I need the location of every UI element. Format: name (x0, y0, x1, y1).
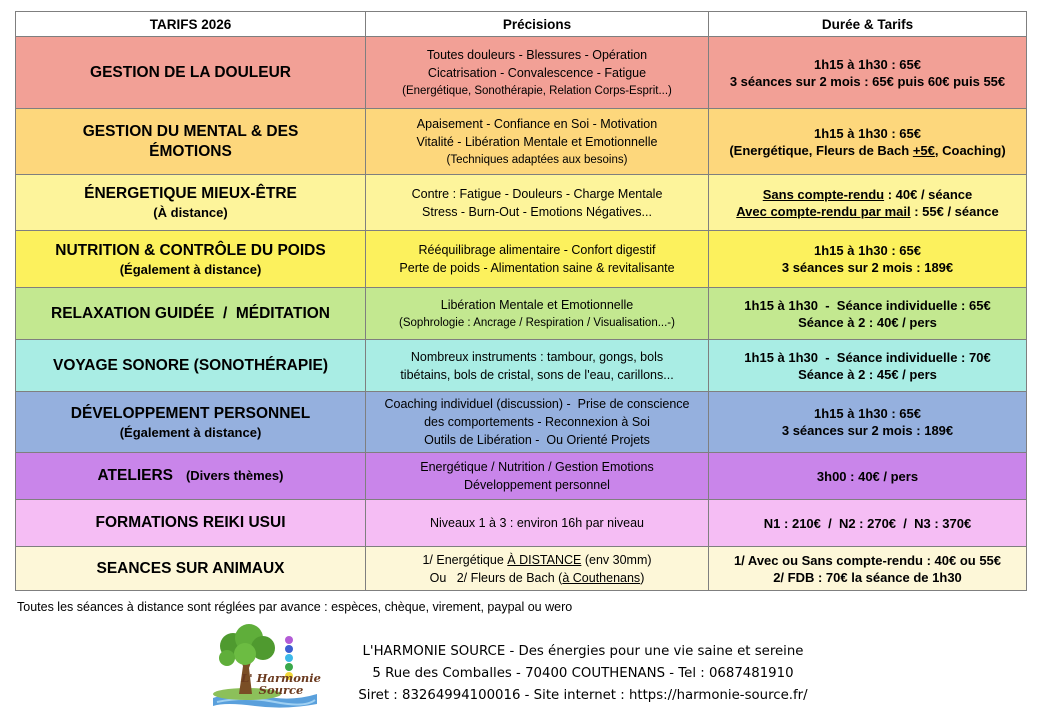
price-cell (709, 288, 1027, 340)
price-line (713, 186, 1022, 203)
details-cell (366, 547, 709, 591)
header-tarifs: TARIFS 2026 (16, 12, 366, 37)
price-line: 1h15 à 1h30 - Séance individuelle : 70€ (744, 349, 991, 365)
price-line (713, 203, 1022, 220)
detail-emphasis: à Couthenans (562, 570, 641, 585)
category-cell (16, 392, 366, 453)
detail-line: Niveaux 1 à 3 : environ 16h par niveau (429, 516, 645, 530)
header-precisions: Précisions (366, 12, 709, 37)
detail-line: Coaching individuel (discussion) - Prise de conscience (384, 397, 690, 411)
price-text: (Energétique, Fleurs de Bach (729, 142, 913, 158)
table-header-row (16, 12, 1027, 37)
detail-text: 1/ Energétique (422, 552, 508, 567)
category-subtitle: (Également à distance) (119, 261, 262, 277)
price-line: 1h15 à 1h30 : 65€ (814, 406, 921, 421)
price-text: : 40€ / séance (884, 186, 973, 202)
price-line: N1 : 210€ / N2 : 270€ / N3 : 370€ (763, 515, 972, 531)
category-title: GESTION DE LA DOULEUR (90, 63, 291, 81)
detail-text: Ou 2/ Fleurs de Bach ( (429, 570, 563, 585)
detail-line: Vitalité - Libération Mentale et Emotionnelle (416, 134, 658, 149)
details-cell (366, 453, 709, 500)
category-title: RELAXATION GUIDÉE / MÉDITATION (51, 304, 330, 322)
price-cell (709, 500, 1027, 547)
price-line: 3 séances sur 2 mois : 65€ puis 60€ puis 55€ (729, 73, 1006, 89)
table-row (16, 453, 1027, 500)
details-cell (366, 288, 709, 340)
detail-line: (Sophrologie : Ancrage / Respiration / Visualisation...-) (399, 316, 675, 329)
detail-line: Apaisement - Confiance en Soi - Motivation (416, 116, 658, 131)
harmonie-source-logo (205, 624, 323, 712)
price-line: 3 séances sur 2 mois : 189€ (781, 260, 954, 275)
payment-note: Toutes les séances à distance sont réglées par avance : espèces, chèque, virement, paypal ou wero (17, 600, 573, 614)
details-cell (366, 340, 709, 392)
table-row (16, 547, 1027, 591)
header-duree-tarifs: Durée & Tarifs (709, 12, 1027, 37)
price-line: 3h00 : 40€ / pers (816, 468, 919, 484)
detail-line: Rééquilibrage alimentaire - Confort digestif (418, 243, 656, 257)
tarifs-table (15, 11, 1027, 591)
price-line: Séance à 2 : 45€ / pers (798, 366, 937, 382)
detail-line: (Energétique, Sonothérapie, Relation Corps-Esprit...) (402, 84, 672, 97)
table-row (16, 175, 1027, 231)
logo-line-2: Source (258, 683, 304, 697)
price-cell (709, 453, 1027, 500)
price-cell (709, 392, 1027, 453)
details-cell (366, 392, 709, 453)
category-subtitle: (Divers thèmes) (185, 468, 284, 483)
table-row (16, 231, 1027, 288)
details-cell (366, 500, 709, 547)
category-cell (16, 288, 366, 340)
price-line: 3 séances sur 2 mois : 189€ (781, 423, 954, 438)
price-line: 1h15 à 1h30 - Séance individuelle : 65€ (744, 297, 991, 313)
category-subtitle: (À distance) (153, 205, 228, 220)
category-title: ATELIERS (97, 467, 174, 484)
table-row (16, 288, 1027, 340)
price-line: 1h15 à 1h30 : 65€ (814, 125, 921, 141)
category-title: ÉMOTIONS (149, 142, 232, 160)
detail-line: Energétique / Nutrition / Gestion Emotions (420, 460, 654, 474)
category-subtitle: (Également à distance) (119, 424, 262, 440)
price-cell (709, 175, 1027, 231)
category-title: FORMATIONS REIKI USUI (95, 514, 286, 531)
table-row (16, 37, 1027, 109)
logo-text (239, 672, 323, 696)
details-cell (366, 109, 709, 175)
price-cell (709, 109, 1027, 175)
category-cell (16, 37, 366, 109)
detail-line: Libération Mentale et Emotionnelle (440, 297, 634, 312)
detail-line: Contre : Fatigue - Douleurs - Charge Mentale (411, 186, 663, 201)
category-cell (16, 453, 366, 500)
detail-line: Toutes douleurs - Blessures - Opération (426, 47, 648, 62)
price-option: Sans compte-rendu (762, 186, 885, 202)
detail-line: Nombreux instruments : tambour, gongs, bols (410, 349, 664, 364)
category-title: DÉVELOPPEMENT PERSONNEL (70, 404, 311, 422)
detail-line: Outils de Libération - Ou Orienté Projets (424, 433, 650, 447)
table-row (16, 340, 1027, 392)
price-cell (709, 340, 1027, 392)
details-cell (366, 231, 709, 288)
price-line (713, 142, 1022, 159)
category-cell (16, 231, 366, 288)
price-cell (709, 547, 1027, 591)
detail-emphasis: À DISTANCE (507, 552, 582, 567)
category-title: VOYAGE SONORE (SONOTHÉRAPIE) (52, 356, 329, 374)
detail-line: Cicatrisation - Convalescence - Fatigue (427, 65, 647, 80)
detail-text: ) (640, 570, 645, 585)
detail-text: (env 30mm) (581, 552, 652, 567)
price-text: : 55€ / séance (910, 203, 999, 219)
category-title: NUTRITION & CONTRÔLE DU POIDS (55, 241, 326, 259)
footer-siret-website: Siret : 83264994100016 - Site internet : https://harmonie-source.fr/ (358, 688, 808, 703)
price-line: 1h15 à 1h30 : 65€ (814, 56, 921, 72)
detail-line: Stress - Burn-Out - Emotions Négatives... (422, 204, 652, 219)
category-cell (16, 109, 366, 175)
details-cell (366, 37, 709, 109)
table-row (16, 500, 1027, 547)
price-line: Séance à 2 : 40€ / pers (798, 314, 937, 330)
table-row (16, 109, 1027, 175)
category-title: GESTION DU MENTAL & DES (82, 122, 299, 140)
details-cell (366, 175, 709, 231)
price-supplement: +5€ (912, 142, 935, 158)
footer (318, 641, 848, 707)
category-cell (16, 175, 366, 231)
detail-line: Perte de poids - Alimentation saine & revitalisante (399, 261, 675, 275)
detail-line (370, 569, 704, 587)
price-text: , Coaching) (934, 142, 1006, 158)
detail-line: Développement personnel (464, 478, 610, 492)
footer-address: 5 Rue des Comballes - 70400 COUTHENANS - Tel : 0687481910 (372, 666, 794, 681)
price-option: Avec compte-rendu par mail (736, 203, 911, 219)
price-line: 1/ Avec ou Sans compte-rendu : 40€ ou 55€ (733, 552, 1002, 568)
tree-logo-icon (205, 624, 323, 712)
category-title: SEANCES SUR ANIMAUX (96, 559, 285, 577)
detail-line: (Techniques adaptées aux besoins) (446, 153, 628, 166)
category-title: ÉNERGETIQUE MIEUX-ÊTRE (84, 185, 297, 202)
table-row (16, 392, 1027, 453)
price-line: 1h15 à 1h30 : 65€ (814, 243, 921, 258)
category-cell (16, 547, 366, 591)
category-cell (16, 340, 366, 392)
logo-line-1: L' Harmonie (241, 671, 321, 685)
detail-line (370, 551, 704, 569)
price-line: 2/ FDB : 70€ la séance de 1h30 (773, 569, 962, 585)
category-cell (16, 500, 366, 547)
detail-line: tibétains, bols de cristal, sons de l'eau, carillons... (400, 367, 674, 382)
footer-tagline: L'HARMONIE SOURCE - Des énergies pour une vie saine et sereine (362, 644, 804, 659)
price-cell (709, 231, 1027, 288)
price-cell (709, 37, 1027, 109)
detail-line: des comportements - Reconnexion à Soi (424, 415, 650, 429)
